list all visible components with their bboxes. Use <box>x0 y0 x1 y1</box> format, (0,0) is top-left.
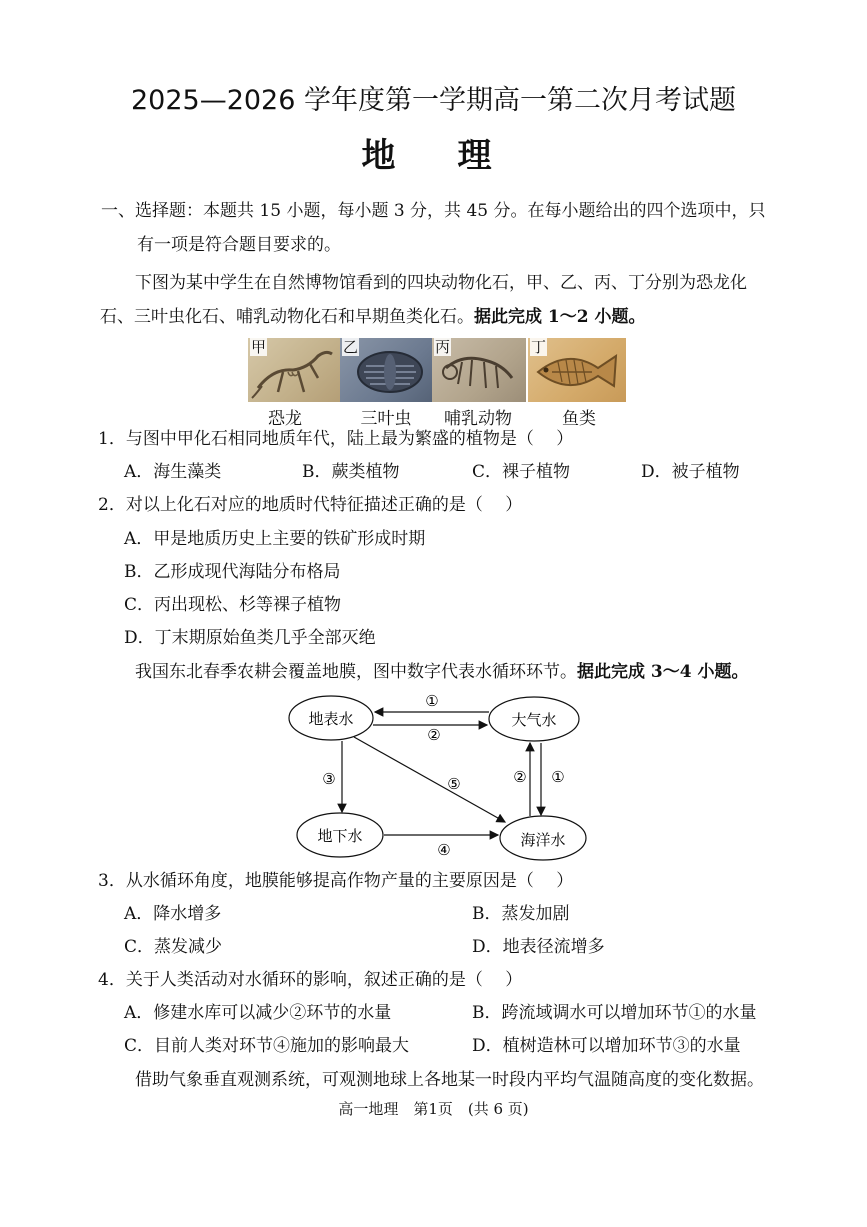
intro3: 借助气象垂直观测系统，可观测地球上各地某一时段内平均气温随高度的变化数据。 <box>135 1070 764 1090</box>
intro2-bold: 据此完成 3～4 小题。 <box>577 662 749 682</box>
q4-stem: 4．关于人类活动对水循环的影响，叙述正确的是（ ） <box>98 970 523 990</box>
label-link-5: ⑤ <box>447 775 461 793</box>
q3-option-a: A．降水增多 <box>124 904 222 924</box>
fossil-label-fish: 鱼类 <box>562 409 596 429</box>
q2-stem: 2．对以上化石对应的地质时代特征描述正确的是（ ） <box>98 495 523 515</box>
label-link-1-top: ① <box>425 692 439 710</box>
q3-option-d: D．地表径流增多 <box>472 937 605 957</box>
node-atmosphere-water-label: 大气水 <box>511 711 557 729</box>
fossil-tag-yi: 乙 <box>343 338 359 356</box>
fossil-image-trilobite <box>340 338 434 402</box>
node-surface-water-label: 地表水 <box>308 710 354 728</box>
fossil-image-dinosaur <box>248 338 342 402</box>
label-link-1-right: ① <box>551 768 565 786</box>
q4-option-b: B．跨流域调水可以增加环节①的水量 <box>472 1003 757 1023</box>
fossil-label-mammal: 哺乳动物 <box>444 409 512 429</box>
q3-option-c: C．蒸发减少 <box>124 937 223 957</box>
fossil-image-mammal <box>432 338 526 402</box>
node-ocean-water-label: 海洋水 <box>520 831 566 849</box>
water-cycle-diagram <box>280 688 600 868</box>
q1-option-c: C．裸子植物 <box>472 462 571 482</box>
q2-option-d: D．丁末期原始鱼类几乎全部灭绝 <box>124 628 376 648</box>
fossil-label-trilobite: 三叶虫 <box>360 409 412 429</box>
arrow-surface-to-ocean <box>354 737 505 822</box>
q3-option-b: B．蒸发加剧 <box>472 904 570 924</box>
q3-stem: 3．从水循环角度，地膜能够提高作物产量的主要原因是（ ） <box>98 871 574 891</box>
q2-option-b: B．乙形成现代海陆分布格局 <box>124 562 341 582</box>
fossil-tag-jia: 甲 <box>251 338 267 356</box>
section-heading-line2: 有一项是符合题目要求的。 <box>137 235 341 255</box>
intro1-line2-plain: 石、三叶虫化石、哺乳动物化石和早期鱼类化石。 <box>100 307 474 327</box>
q2-option-a: A．甲是地质历史上主要的铁矿形成时期 <box>124 529 426 549</box>
q1-option-b: B．蕨类植物 <box>302 462 400 482</box>
fossil-label-dinosaur: 恐龙 <box>268 409 302 429</box>
q2-option-c: C．丙出现松、杉等裸子植物 <box>124 595 342 615</box>
q1-option-d: D．被子植物 <box>641 462 740 482</box>
label-link-4: ④ <box>437 841 451 859</box>
intro1-line2-bold: 据此完成 1～2 小题。 <box>474 307 646 327</box>
label-link-2-bottom: ② <box>427 726 441 744</box>
q1-stem: 1．与图中甲化石相同地质年代，陆上最为繁盛的植物是（ ） <box>98 429 574 449</box>
intro1-line2 <box>100 306 646 328</box>
q4-option-a: A．修建水库可以减少②环节的水量 <box>124 1003 392 1023</box>
subject-title: 地 理 <box>361 136 506 176</box>
intro1-line1: 下图为某中学生在自然博物馆看到的四块动物化石，甲、乙、丙、丁分别为恐龙化 <box>135 273 747 293</box>
q4-option-d: D．植树造林可以增加环节③的水量 <box>472 1036 741 1056</box>
node-ground-water-label: 地下水 <box>317 827 363 845</box>
intro2 <box>135 661 749 683</box>
q1-option-a: A．海生藻类 <box>124 462 222 482</box>
fossil-tag-ding: 丁 <box>531 338 547 356</box>
fossil-image-fish <box>528 338 626 402</box>
label-link-2-right: ② <box>513 768 527 786</box>
section-heading-line1: 一、选择题：本题共 15 小题，每小题 3 分，共 45 分。在每小题给出的四个选项中，只 <box>101 201 766 221</box>
q4-option-c: C．目前人类对环节④施加的影响最大 <box>124 1036 410 1056</box>
label-link-3: ③ <box>322 770 336 788</box>
page-footer: 高一地理 第1页 (共 6 页) <box>338 1100 529 1118</box>
fossil-tag-bing: 丙 <box>435 338 451 356</box>
intro2-plain: 我国东北春季农耕会覆盖地膜，图中数字代表水循环环节。 <box>135 662 577 682</box>
exam-title: 2025—2026 学年度第一学期高一第二次月考试题 <box>130 85 736 116</box>
